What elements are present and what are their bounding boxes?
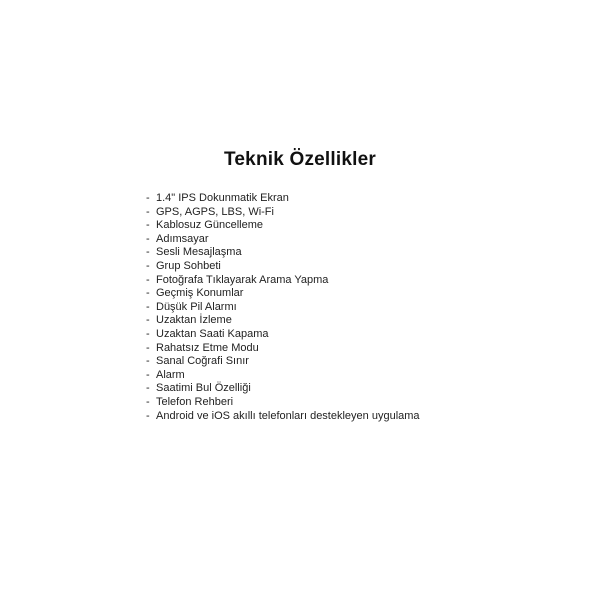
bullet-dash: - [146,219,150,232]
list-item-label: Android ve iOS akıllı telefonları destekleyen uygulama [156,409,420,422]
list-item [146,328,420,342]
bullet-dash: - [146,232,150,245]
list-item [146,314,420,328]
bullet-dash: - [146,314,150,327]
bullet-dash: - [146,327,150,340]
bullet-dash: - [146,192,150,204]
list-item [146,192,420,206]
bullet-dash: - [146,246,150,259]
page-title: Teknik Özellikler [224,149,376,170]
list-item [146,410,420,424]
list-item-label: Saatimi Bul Özelliği [156,382,251,395]
list-item-label: Grup Sohbeti [156,259,221,272]
bullet-dash: - [146,287,150,300]
list-item-label: Sesli Mesajlaşma [156,246,242,259]
bullet-dash: - [146,382,150,395]
list-item-label: Düşük Pil Alarmı [156,300,237,313]
list-item [146,246,420,260]
list-item-label: Geçmiş Konumlar [156,287,244,300]
list-item-label: Fotoğrafa Tıklayarak Arama Yapma [156,273,329,286]
bullet-dash: - [146,205,150,218]
list-item [146,287,420,301]
list-item-label: Uzaktan İzleme [156,314,232,327]
list-item-label: Sanal Coğrafi Sınır [156,355,249,368]
list-item [146,219,420,233]
list-item-label: Telefon Rehberi [156,395,234,408]
list-item-label: 1.4" IPS Dokunmatik Ekran [156,192,289,204]
bullet-dash: - [146,409,150,422]
bullet-dash: - [146,341,150,354]
list-item [146,260,420,274]
bullet-dash: - [146,259,150,272]
list-item [146,206,420,220]
list-item-label: Alarm [156,368,185,381]
list-item [146,274,420,288]
list-item-label: Rahatsız Etme Modu [156,341,259,354]
list-item [146,301,420,315]
list-item-label: Uzaktan Saati Kapama [156,327,269,340]
list-item [146,369,420,383]
bullet-dash: - [146,368,150,381]
list-item [146,342,420,356]
spec-list [146,192,420,423]
bullet-dash: - [146,355,150,368]
bullet-dash: - [146,273,150,286]
list-item [146,233,420,247]
bullet-dash: - [146,395,150,408]
list-item [146,396,420,410]
list-item-label: Adımsayar [156,232,209,245]
list-item [146,355,420,369]
list-item-label: GPS, AGPS, LBS, Wi-Fi [156,205,274,218]
bullet-dash: - [146,300,150,313]
list-item [146,382,420,396]
list-item-label: Kablosuz Güncelleme [156,219,264,232]
